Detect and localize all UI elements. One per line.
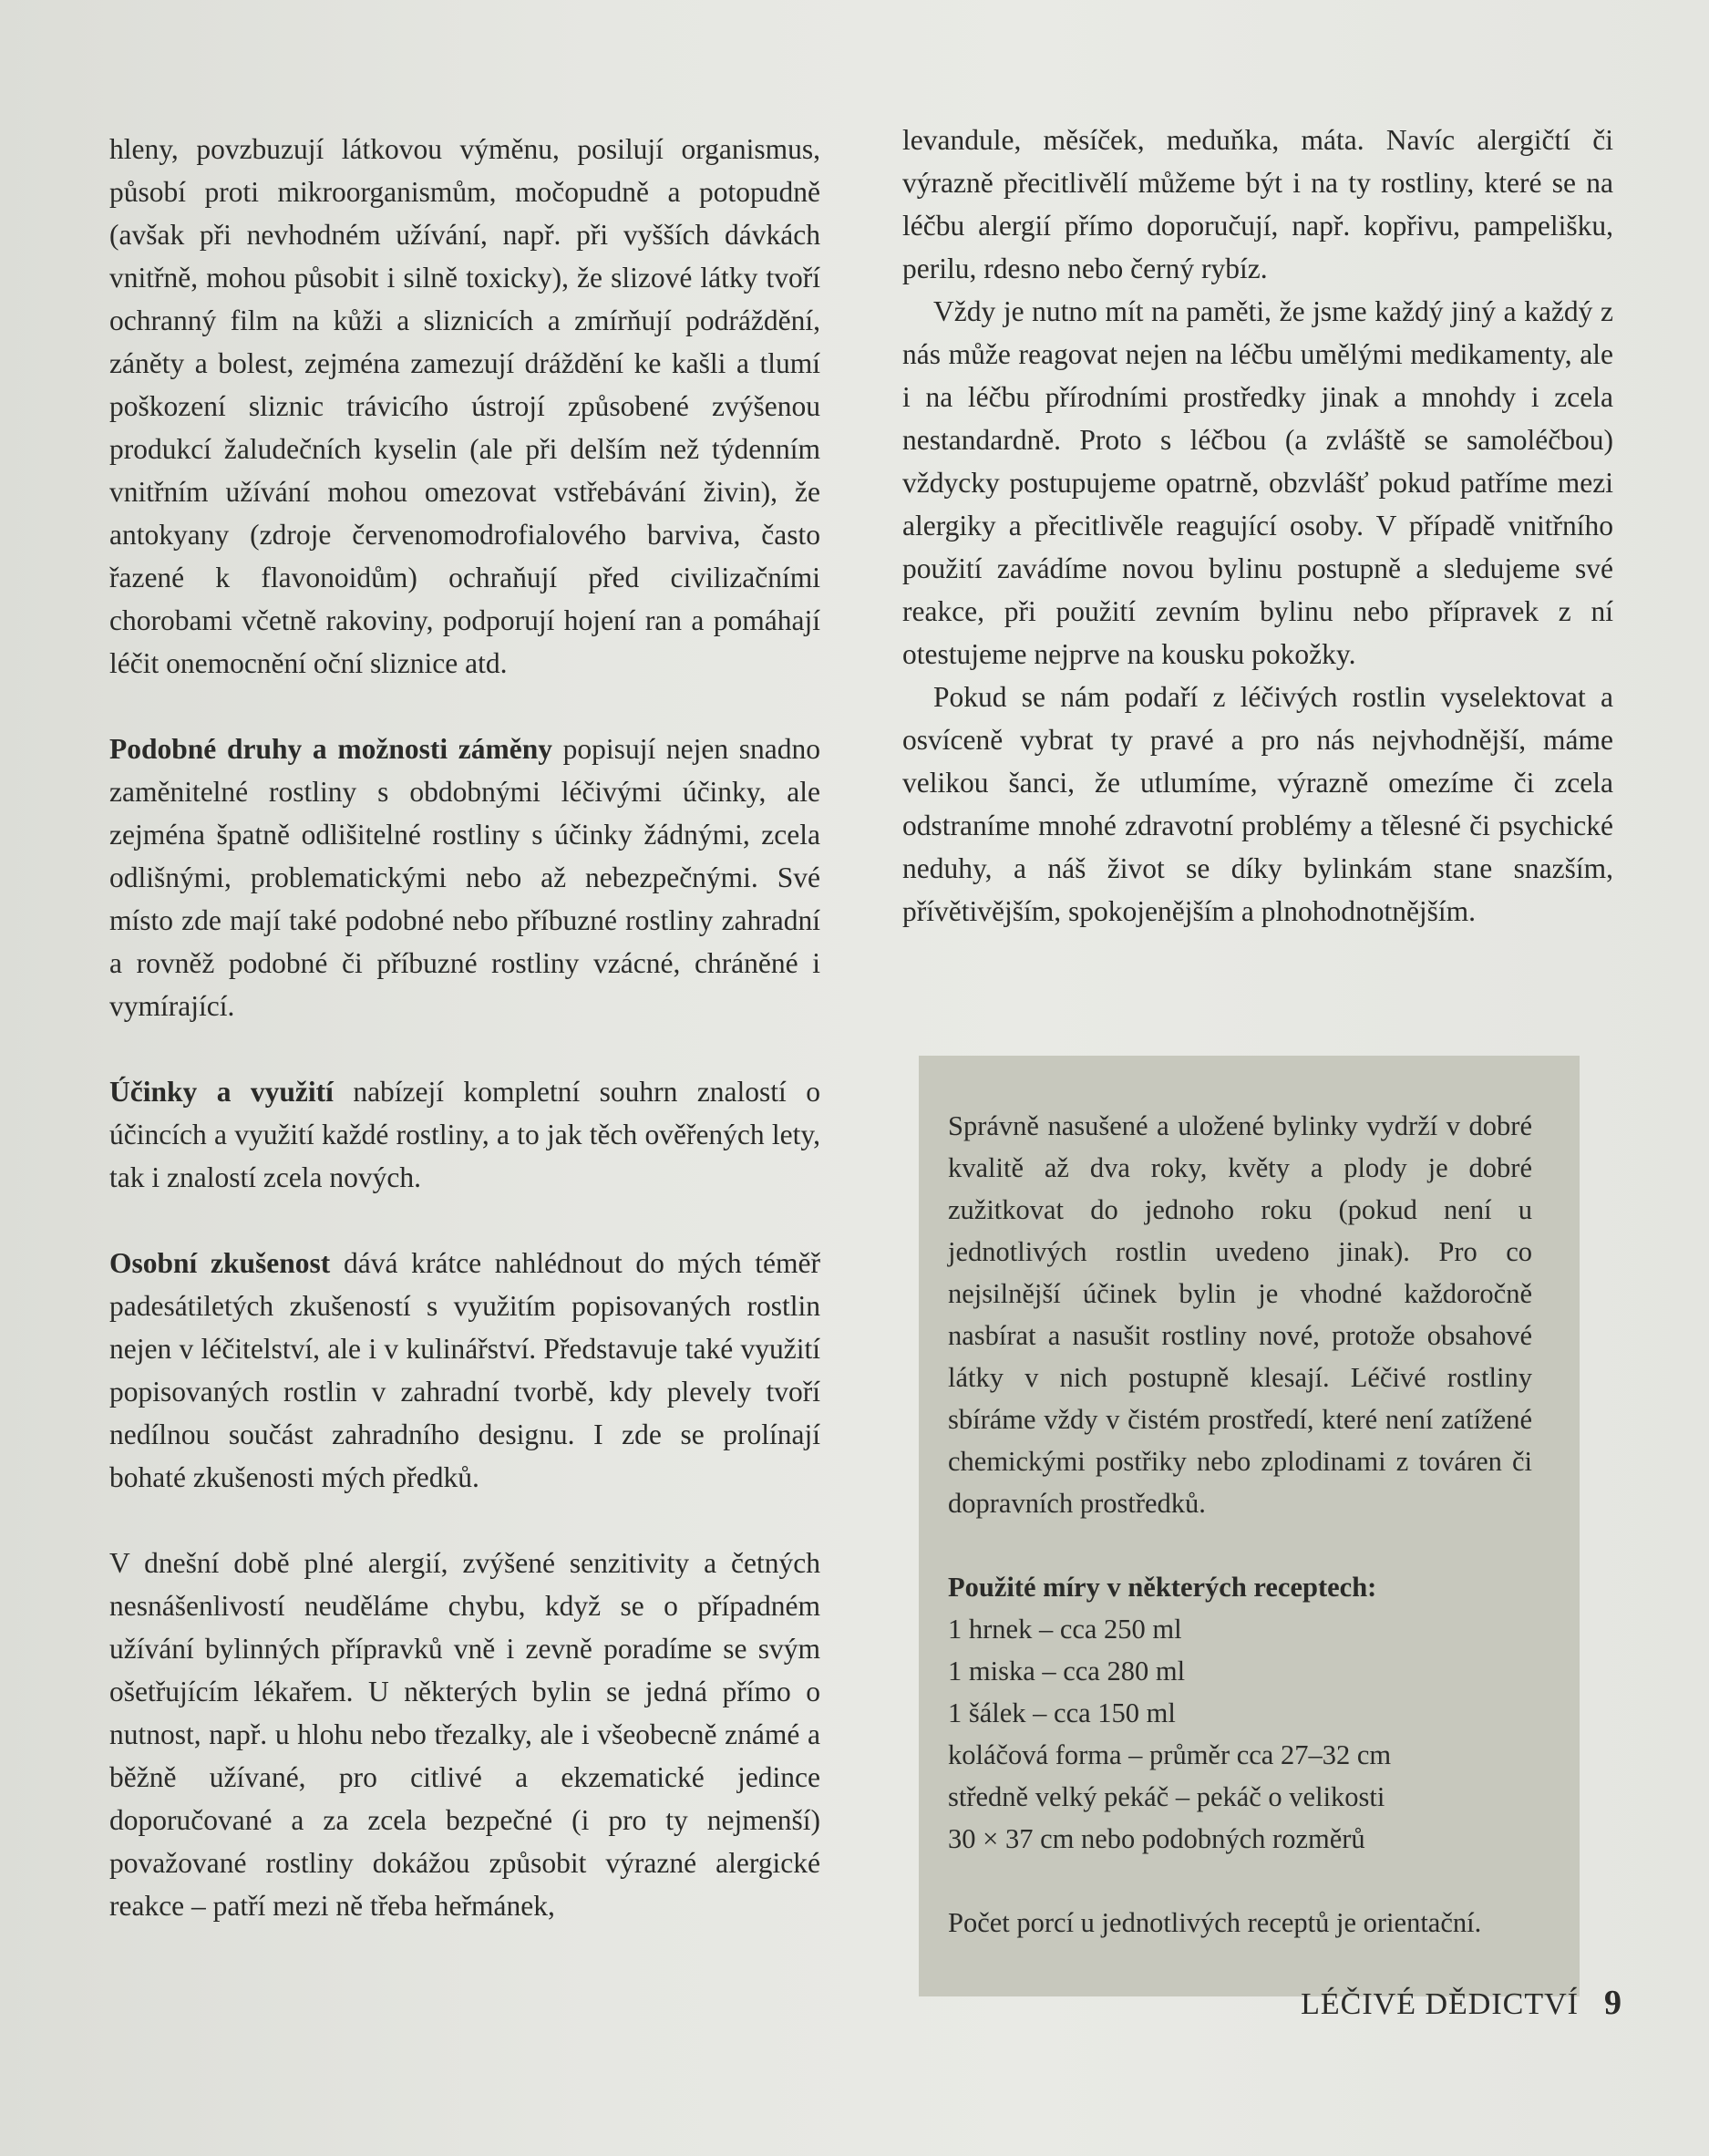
left-column	[109, 128, 820, 1927]
similar-species-term: Podobné druhy a možnosti záměny	[109, 733, 552, 765]
similar-species-paragraph	[109, 727, 820, 1027]
similar-species-text: popisují nejen snadno zaměnitelné rostliny s obdobnými léčivými účinky, ale zejména špatně odlišitelné rostliny s účinky žádnými, zcela odlišnými, problematickými nebo až nebezpečnými. Své místo zde mají také podobné nebo příbuzné rostliny zahradní a rovněž podobné či příbuzné rostliny vzácné, chráněné i vymírající.	[109, 733, 821, 1022]
right-paragraph-2: Vždy je nutno mít na paměti, že jsme každý jiný a každý z nás může reagovat nejen na léčbu umělými medikamenty, ale i na léčbu přírodními prostředky jinak a mnohdy i zcela nestandardně. Proto s léčbou (a zvláště se samoléčbou) vždycky postupujeme opatrně, obzvlášť pokud patříme mezi alergiky a přecitlivěle reagující osoby. V případě vnitřního použití zavádíme novou bylinu postupně a sledujeme své reakce, při použití zevním bylinu nebo přípravek z ní otestujeme nejprve na kousku pokožky.	[902, 295, 1613, 670]
storage-tip: Správně nasušené a uložené bylinky vydrží v dobré kvalitě až dva roky, květy a plody je dobré zužitkovat do jednoho roku (pokud není u jednotlivých rostlin uvedeno jinak). Pro co nejsilnější účinek bylin je vhodné každoročně nasbírat a nasušit rostliny nové, protože obsahové látky v nich postupně klesají. Léčivé rostliny sbíráme vždy v čistém prostředí, které není zatížené chemickými postřiky nebo zplodinami z továren či dopravních prostředků.	[948, 1110, 1532, 1519]
tip-box-text	[948, 1105, 1532, 1944]
measures-heading: Použité míry v některých receptech:	[948, 1572, 1377, 1603]
tip-box	[919, 1056, 1580, 1996]
portions-note: Počet porcí u jednotlivých receptů je orientační.	[948, 1907, 1482, 1938]
measure-item: 1 šálek – cca 150 ml	[948, 1697, 1176, 1728]
right-paragraph-3: Pokud se nám podaří z léčivých rostlin vyselektovat a osvíceně vybrat ty pravé a pro nás nejvhodnější, máme velikou šanci, že utlumíme, výrazně omezíme či zcela odstraníme mnohé zdravotní problémy a tělesné či psychické neduhy, a náš život se díky bylinkám stane snazším, přívětivějším, spokojenějším a plnohodnotnějším.	[902, 681, 1613, 927]
personal-experience-text: dává krátce nahlédnout do mých téměř padesátiletých zkušeností s využitím popisovaných rostlin nejen v léčitelství, ale i v kulinářství. Představuje také využití popisovaných rostlin v zahradní tvorbě, kdy plevely tvoří nedílnou součást zahradního designu. I zde se prolínají bohaté zkušenosti mých předků.	[109, 1247, 820, 1493]
running-section-title: LÉČIVÉ DĚDICTVÍ	[1301, 1987, 1579, 2021]
personal-experience-paragraph	[109, 1242, 820, 1499]
effects-text: nabízejí kompletní souhrn znalostí o účincích a využití každé rostliny, a to jak těch ověřených lety, tak i znalostí zcela nových.	[109, 1076, 820, 1193]
measure-item: 1 hrnek – cca 250 ml	[948, 1614, 1182, 1645]
effects-paragraph	[109, 1070, 820, 1199]
intro-paragraph: hleny, povzbuzují látkovou výměnu, posilují organismus, působí proti mikroorganismům, močopudně a potopudně (avšak při nevhodném užívání, např. při vyšších dávkách vnitřně, mohou působit i silně toxicky), že slizové látky tvoří ochranný film na kůži a sliznicích a zmírňují podráždění, záněty a bolest, zejména zamezují dráždění ke kašli a tlumí poškození sliznic trávicího ústrojí způsobené zvýšenou produkcí žaludečních kyselin (ale při delším než týdenním vnitřním užívání mohou omezovat vstřebávání živin), že antokyany (zdroje červenomodrofialového barviva, často řazené k flavonoidům) ochraňují před civilizačními chorobami včetně rakoviny, podporují hojení ran a pomáhají léčit onemocnění oční sliznice atd.	[109, 133, 820, 679]
page-number: 9	[1604, 1984, 1622, 2022]
right-column	[902, 119, 1613, 933]
effects-term: Účinky a využití	[109, 1076, 334, 1108]
measure-item: 30 × 37 cm nebo podobných rozměrů	[948, 1823, 1365, 1854]
measure-item: koláčová forma – průměr cca 27–32 cm	[948, 1739, 1392, 1770]
allergies-paragraph: V dnešní době plné alergií, zvýšené senzitivity a četných nesnášenlivostí neuděláme chybu, když se o případném užívání bylinných přípravků vně i zevně poradíme se svým ošetřujícím lékařem. U některých bylin se jedná přímo o nutnost, např. u hlohu nebo třezalky, ale i všeobecně známé a běžně užívané, pro citlivé a ekzematické jedince doporučované a za zcela bezpečné (i pro ty nejmenší) považované rostliny dokážou způsobit výrazné alergické reakce – patří mezi ně třeba heřmánek,	[109, 1547, 820, 1922]
measure-item: středně velký pekáč – pekáč o velikosti	[948, 1781, 1385, 1812]
personal-experience-term: Osobní zkušenost	[109, 1247, 331, 1279]
right-paragraph-1: levandule, měsíček, meduňka, máta. Navíc alergičtí či výrazně přecitlivělí můžeme být i na ty rostliny, které se na léčbu alergií přímo doporučují, např. kopřivu, pampelišku, perilu, rdesno nebo černý rybíz.	[902, 124, 1613, 284]
page-footer	[1301, 1983, 1622, 2023]
measure-item: 1 miska – cca 280 ml	[948, 1656, 1186, 1687]
